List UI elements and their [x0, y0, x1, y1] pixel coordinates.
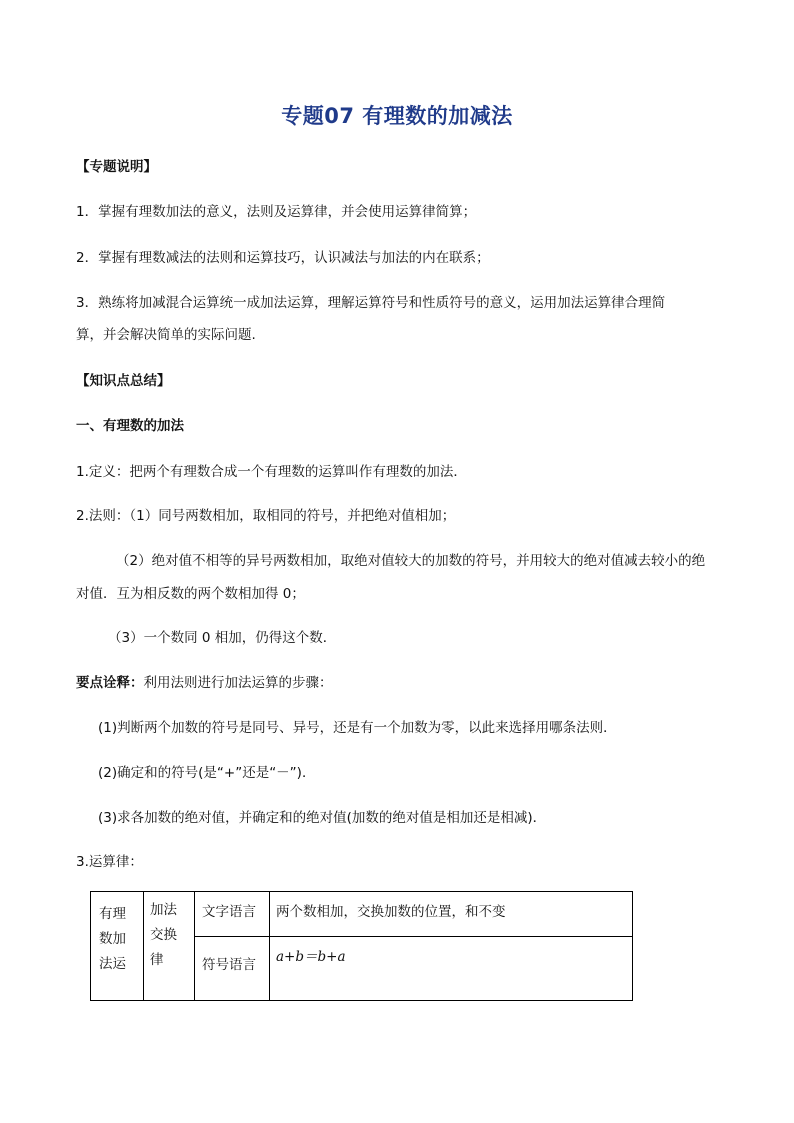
intro-item-3: 3．熟练将加减混合运算统一成加法运算，理解运算符号和性质符号的意义，运用加法运算律合理简: [76, 295, 666, 311]
kind-cell: [195, 937, 270, 1001]
key-note: [76, 673, 333, 693]
kind-cell: [195, 892, 270, 937]
desc-cell: [270, 937, 633, 1001]
step-2: (2)确定和的符号(是“+”还是“－”)．: [98, 765, 316, 781]
rule-3-text: （3）一个数同 0 相加，仍得这个数．: [108, 630, 337, 646]
summary-heading: 【知识点总结】: [76, 373, 171, 389]
operation-law-table: [90, 891, 633, 1001]
intro-item-1: 1．掌握有理数加法的意义，法则及运算律，并会使用运算律简算；: [76, 204, 477, 220]
kind-label: 文字语言: [202, 904, 256, 920]
group-label: 有理数加法运: [99, 906, 126, 972]
key-note-label: 要点诠释：: [76, 675, 144, 691]
intro-item-3-cont: 算，并会解决简单的实际问题.: [76, 327, 256, 343]
table-row: [91, 892, 633, 937]
rule-2-text: （2）绝对值不相等的异号两数相加，取绝对值较大的加数的符号，并用较大的绝对值减去较小的绝: [116, 553, 706, 569]
sub-cell: [144, 892, 195, 1001]
rule-2-text-cont: 对值．互为相反数的两个数相加得 0；: [76, 586, 305, 602]
desc-text: 两个数相加，交换加数的位置，和不变: [276, 904, 506, 920]
formula-text: a+b＝b+a: [276, 949, 346, 965]
step-3: (3)求各加数的绝对值，并确定和的绝对值(加数的绝对值是相加还是相减)．: [98, 810, 547, 826]
definition-text: 1.定义：把两个有理数合成一个有理数的运算叫作有理数的加法．: [76, 464, 467, 480]
key-note-text: 利用法则进行加法运算的步骤：: [143, 675, 333, 691]
group-cell: [91, 892, 144, 1001]
page-title: 专题07 有理数的加减法: [281, 104, 513, 128]
laws-label: 3.运算律：: [76, 854, 143, 870]
rule-1-text: 2.法则：（1）同号两数相加，取相同的符号，并把绝对值相加；: [76, 508, 456, 524]
sub-label: 加法交换律: [150, 902, 177, 968]
intro-heading: 【专题说明】: [76, 159, 157, 175]
step-1: (1)判断两个加数的符号是同号、异号，还是有一个加数为零，以此来选择用哪条法则．: [98, 720, 617, 736]
desc-cell: [270, 892, 633, 937]
intro-item-2: 2．掌握有理数减法的法则和运算技巧，认识减法与加法的内在联系；: [76, 250, 490, 266]
kind-label: 符号语言: [202, 957, 256, 973]
addition-subheading: 一、有理数的加法: [76, 418, 184, 434]
